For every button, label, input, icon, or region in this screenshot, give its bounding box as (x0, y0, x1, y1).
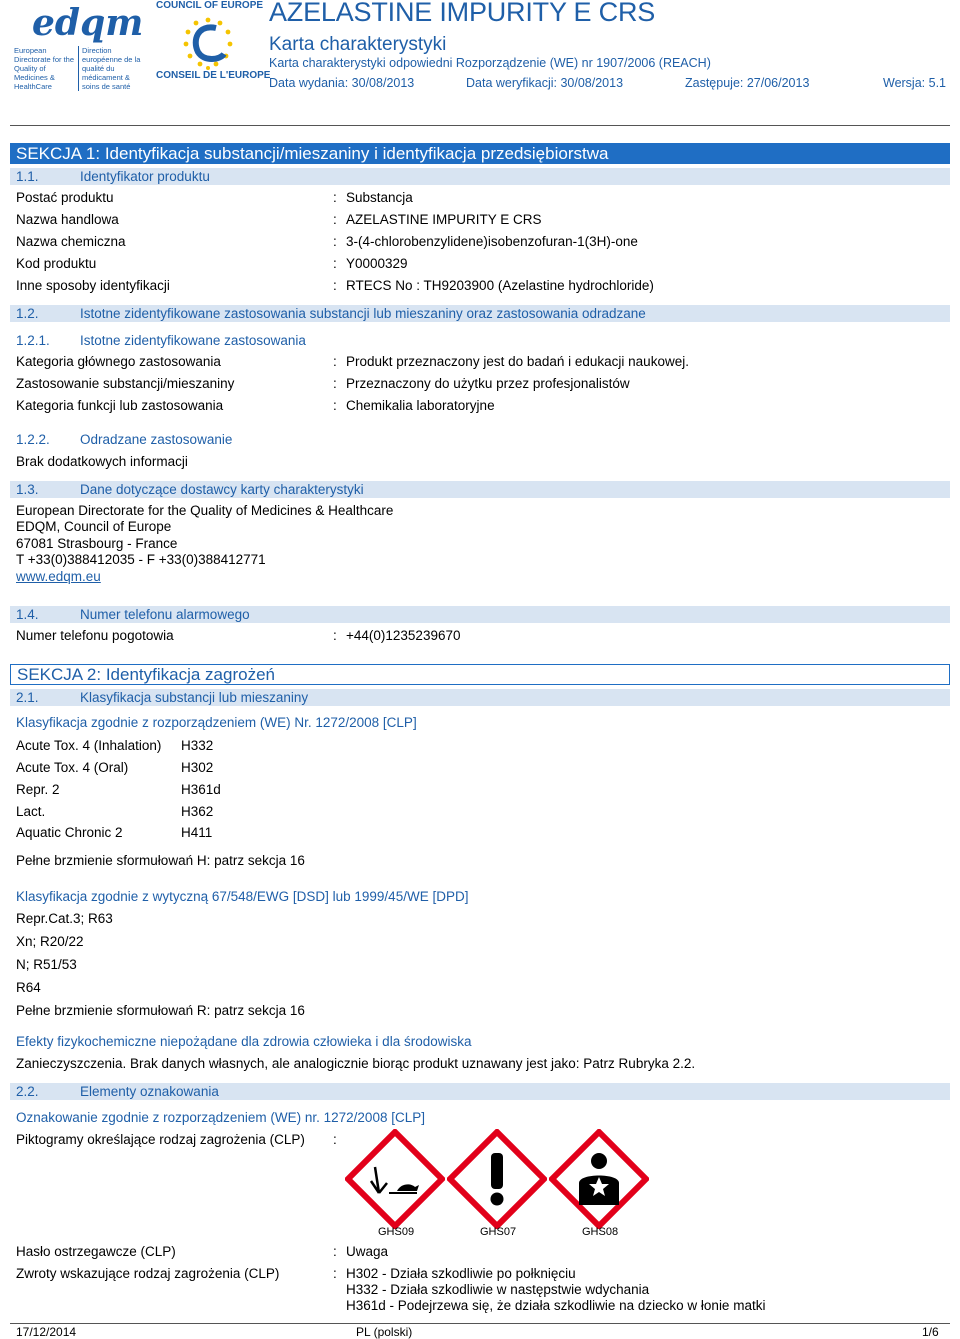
pictogram-code: GHS07 (480, 1226, 517, 1238)
row-label: Nazwa chemiczna (16, 234, 126, 249)
document-subtitle: Karta charakterystyki (269, 34, 447, 55)
subsection-1-2 (10, 305, 950, 322)
subsection-title: Dane dotyczące dostawcy karty charakterystyki (80, 482, 364, 497)
subsection-1-3 (10, 481, 950, 498)
subsection-1-2-2 (16, 432, 916, 449)
subsection-title: Odradzane zastosowanie (80, 432, 233, 447)
row-value: Substancja (346, 190, 413, 205)
subsection-title: Istotne zidentyfikowane zastosowania (80, 333, 306, 348)
subsection-1-2-1 (16, 333, 916, 350)
dsd-classification-heading: Klasyfikacja zgodnie z wytyczną 67/548/EWG [DSD] lub 1999/45/WE [DPD] (16, 889, 469, 904)
row-label: Inne sposoby identyfikacji (16, 278, 170, 293)
row-value: AZELASTINE IMPURITY E CRS (346, 212, 542, 227)
footer-date: 17/12/2014 (16, 1325, 77, 1339)
subsection-2-2 (10, 1083, 950, 1100)
row-label: Kategoria funkcji lub zastosowania (16, 398, 224, 413)
row-label: Nazwa handlowa (16, 212, 119, 227)
subsection-2-1 (10, 689, 950, 706)
row-colon: : (333, 1132, 337, 1147)
dsd-line: R64 (16, 980, 41, 995)
footer-language: PL (polski) (356, 1325, 413, 1339)
hazard-class: Lact. (16, 804, 46, 819)
dsd-line: Xn; R20/22 (16, 934, 84, 949)
subsection-1-1 (10, 168, 950, 185)
environment-hazard-icon (345, 1129, 445, 1229)
subsection-title: Klasyfikacja substancji lub mieszaniny (80, 690, 309, 705)
labelling-heading: Oznakowanie zgodnie z rozporządzeniem (WE) nr. 1272/2008 [CLP] (16, 1110, 425, 1125)
edqm-caption-en: European Directorate for the Quality of Medicines & HealthCare (14, 46, 75, 91)
subsection-title: Numer telefonu alarmowego (80, 607, 250, 622)
row-value: Chemikalia laboratoryjne (346, 398, 495, 413)
effects-text: Zanieczyszczenia. Brak danych własnych, ale analogicznie biorąc produkt uznawany jest jako: Patrz Rubryka 2.2. (16, 1056, 696, 1071)
ghs09-environment-pictogram (345, 1129, 445, 1229)
hazard-code: H332 (181, 738, 214, 753)
row-value: Produkt przeznaczony jest do badań i edukacji naukowej. (346, 354, 689, 369)
health-hazard-icon (549, 1129, 649, 1229)
row-colon: : (333, 1244, 337, 1259)
issue-date: Data wydania: 30/08/2013 (269, 76, 415, 90)
hazard-class: Aquatic Chronic 2 (16, 825, 123, 840)
row-label: Piktogramy określające rodzaj zagrożenia (CLP) (16, 1132, 305, 1147)
row-label: Postać produktu (16, 190, 114, 205)
row-label: Zastosowanie substancji/mieszaniny (16, 376, 235, 391)
hazard-statement: H361d - Podejrzewa się, że działa szkodliwie na dziecko w łonie matki (346, 1298, 766, 1313)
subsection-title: Istotne zidentyfikowane zastosowania substancji lub mieszaniny oraz zastosowania odradzane (80, 306, 646, 321)
hazard-statement: H332 - Działa szkodliwie w następstwie wdychania (346, 1282, 650, 1297)
r-phrases-note: Pełne brzmienie sformułowań R: patrz sekcja 16 (16, 1003, 305, 1018)
coe-bottom-text: CONSEIL DE L'EUROPE (156, 70, 271, 81)
subsection-number: 1.2. (16, 306, 39, 321)
row-label: Zwroty wskazujące rodzaj zagrożenia (CLP) (16, 1266, 280, 1281)
row-colon: : (333, 376, 337, 391)
ghs08-health-hazard-pictogram (549, 1129, 649, 1229)
footer-page-number: 1/6 (922, 1325, 939, 1339)
version: Wersja: 5.1 (883, 76, 946, 90)
subsection-1-4 (10, 606, 950, 623)
row-colon: : (333, 190, 337, 205)
hazard-class: Repr. 2 (16, 782, 60, 797)
subsection-number: 1.1. (16, 169, 39, 184)
row-colon: : (333, 212, 337, 227)
supplier-line: 67081 Strasbourg - France (16, 536, 178, 551)
subsection-number: 1.4. (16, 607, 39, 622)
pictogram-code: GHS09 (378, 1226, 415, 1238)
hazard-class: Acute Tox. 4 (Oral) (16, 760, 129, 775)
council-of-europe-logo (156, 0, 271, 84)
supersedes-date: Zastępuje: 27/06/2013 (685, 76, 810, 90)
row-label: Kod produktu (16, 256, 97, 271)
hazard-code: H302 (181, 760, 214, 775)
subsection-title: Elementy oznakowania (80, 1084, 219, 1099)
row-colon: : (333, 1266, 337, 1281)
regulation-note: Karta charakterystyki odpowiedni Rozporządzenie (WE) nr 1907/2006 (REACH) (269, 56, 711, 70)
hazard-statement: H302 - Działa szkodliwie po połknięciu (346, 1266, 576, 1281)
coe-top-text: COUNCIL OF EUROPE (156, 0, 264, 11)
document-title: AZELASTINE IMPURITY E CRS (269, 0, 656, 27)
dsd-line: Repr.Cat.3; R63 (16, 911, 113, 926)
row-colon: : (333, 628, 337, 643)
supplier-line: European Directorate for the Quality of Medicines & Healthcare (16, 503, 394, 518)
supplier-line: EDQM, Council of Europe (16, 519, 172, 534)
edqm-caption-fr: Direction européenne de la qualité du médicament & soins de santé (78, 46, 144, 91)
section2-title: SEKCJA 2: Identyfikacja zagrożeń (10, 664, 950, 685)
footer-divider (10, 1323, 950, 1324)
subsection-number: 1.2.2. (16, 432, 50, 447)
row-colon: : (333, 234, 337, 249)
edqm-logo-mark: edqm (32, 2, 144, 44)
row-colon: : (333, 256, 337, 271)
subsection-number: 2.1. (16, 690, 39, 705)
supplier-website-link[interactable]: www.edqm.eu (16, 569, 101, 584)
header-divider (10, 125, 950, 126)
coe-emblem-icon (158, 14, 258, 70)
subsection-number: 1.2.1. (16, 333, 50, 348)
row-label: Kategoria głównego zastosowania (16, 354, 221, 369)
h-statements-note: Pełne brzmienie sformułowań H: patrz sekcja 16 (16, 853, 305, 868)
pictogram-code: GHS08 (582, 1226, 619, 1238)
exclamation-mark-icon (447, 1129, 547, 1229)
row-value: Y0000329 (346, 256, 408, 271)
revision-date: Data weryfikacji: 30/08/2013 (466, 76, 624, 90)
section1-title: SEKCJA 1: Identyfikacja substancji/mieszaniny i identyfikacja przedsiębiorstwa (10, 143, 950, 164)
row-label: Numer telefonu pogotowia (16, 628, 174, 643)
hazard-code: H411 (181, 825, 213, 840)
subsection-title: Identyfikator produktu (80, 169, 210, 184)
ghs07-exclamation-pictogram (447, 1129, 547, 1229)
row-value: +44(0)1235239670 (346, 628, 461, 643)
edqm-logo (14, 2, 144, 91)
row-value: RTECS No : TH9203900 (Azelastine hydrochloride) (346, 278, 654, 293)
subsection-number: 2.2. (16, 1084, 39, 1099)
row-value: Uwaga (346, 1244, 389, 1259)
hazard-code: H362 (181, 804, 214, 819)
row-label: Hasło ostrzegawcze (CLP) (16, 1244, 176, 1259)
clp-classification-heading: Klasyfikacja zgodnie z rozporządzeniem (WE) Nr. 1272/2008 [CLP] (16, 715, 417, 730)
subsection-number: 1.3. (16, 482, 39, 497)
hazard-code: H361d (181, 782, 221, 797)
row-value: Przeznaczony do użytku przez profesjonalistów (346, 376, 630, 391)
row-colon: : (333, 398, 337, 413)
row-colon: : (333, 278, 337, 293)
row-value: 3-(4-chlorobenzylidene)isobenzofuran-1(3H)-one (346, 234, 638, 249)
supplier-line: T +33(0)388412035 - F +33(0)388412771 (16, 552, 266, 567)
effects-heading: Efekty fizykochemiczne niepożądane dla zdrowia człowieka i dla środowiska (16, 1034, 472, 1049)
row-colon: : (333, 354, 337, 369)
no-additional-info: Brak dodatkowych informacji (16, 454, 188, 469)
hazard-class: Acute Tox. 4 (Inhalation) (16, 738, 162, 753)
dsd-line: N; R51/53 (16, 957, 77, 972)
